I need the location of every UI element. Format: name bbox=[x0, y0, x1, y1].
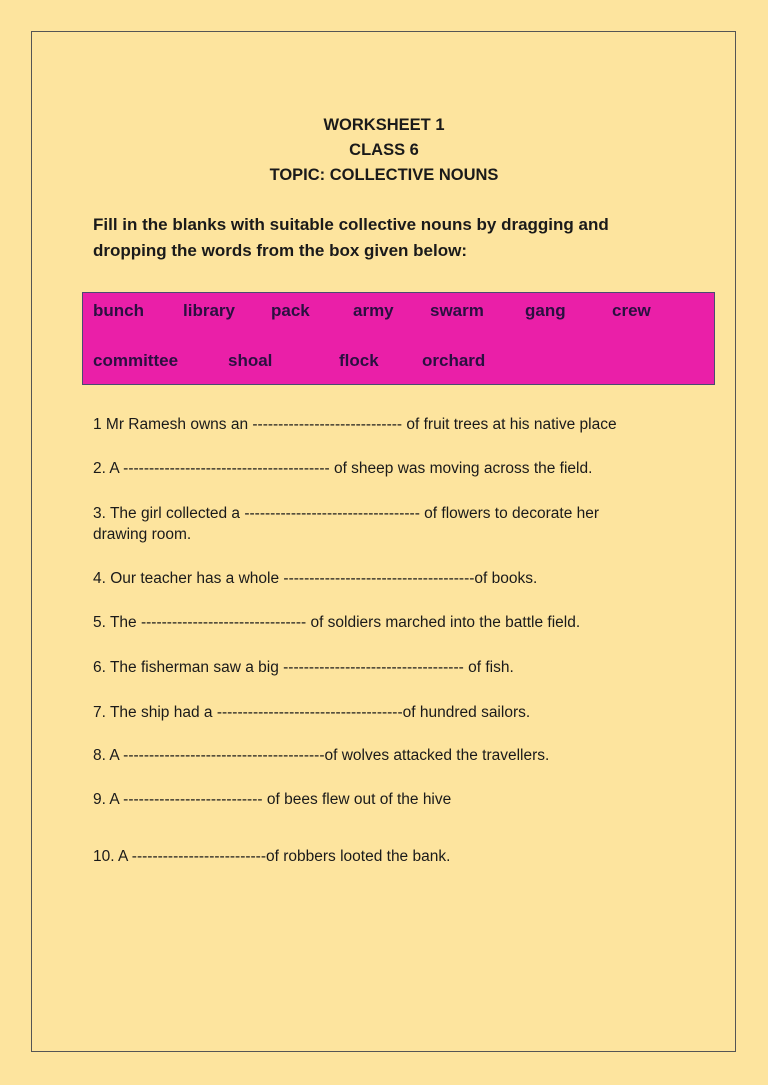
word-bank bbox=[82, 292, 715, 385]
blank-2[interactable]: ---------------------------------------- bbox=[123, 460, 330, 477]
word-army[interactable]: army bbox=[353, 301, 394, 320]
question-9: 9. A --------------------------- of bees flew out of the hive bbox=[93, 791, 452, 808]
question-5: 5. The -------------------------------- of soldiers marched into the battle field. bbox=[93, 614, 581, 631]
question-3: 3. The girl collected a ---------------------------------- of flowers to decorate her drawing room. bbox=[93, 505, 600, 543]
blank-3[interactable]: ---------------------------------- bbox=[244, 505, 420, 522]
word-shoal[interactable]: shoal bbox=[228, 351, 273, 370]
word-orchard[interactable]: orchard bbox=[422, 351, 486, 370]
question-1: 1 Mr Ramesh owns an ----------------------------- of fruit trees at his native place bbox=[93, 416, 617, 433]
blank-4[interactable]: ------------------------------------- bbox=[283, 570, 475, 587]
blank-7[interactable]: ------------------------------------ bbox=[216, 704, 403, 721]
class-label: CLASS 6 bbox=[349, 141, 419, 159]
question-2: 2. A ---------------------------------------- of sheep was moving across the field. bbox=[93, 460, 593, 477]
word-library[interactable]: library bbox=[183, 301, 235, 320]
blank-1[interactable]: ----------------------------- bbox=[252, 416, 403, 433]
blank-10[interactable]: -------------------------- bbox=[131, 848, 266, 865]
instructions-text: Fill in the blanks with suitable collective nouns by dragging and dropping the words from the box given below: bbox=[93, 215, 609, 260]
worksheet-title: WORKSHEET 1 bbox=[323, 116, 445, 134]
blank-8[interactable]: --------------------------------------- bbox=[123, 747, 325, 764]
question-6: 6. The fisherman saw a big ----------------------------------- of fish. bbox=[93, 659, 514, 676]
word-swarm[interactable]: swarm bbox=[430, 301, 484, 320]
blank-5[interactable]: -------------------------------- bbox=[140, 614, 307, 631]
word-committee[interactable]: committee bbox=[93, 351, 179, 370]
word-flock[interactable]: flock bbox=[339, 351, 379, 370]
word-pack[interactable]: pack bbox=[271, 301, 310, 320]
question-8: 8. A ---------------------------------------of wolves attacked the travellers. bbox=[93, 747, 550, 764]
worksheet-header bbox=[0, 113, 768, 188]
topic-label: TOPIC: COLLECTIVE NOUNS bbox=[269, 166, 499, 184]
blank-6[interactable]: ----------------------------------- bbox=[283, 659, 464, 676]
question-10: 10. A --------------------------of robbers looted the bank. bbox=[93, 848, 451, 865]
blank-9[interactable]: --------------------------- bbox=[123, 791, 263, 808]
word-bunch[interactable]: bunch bbox=[93, 301, 144, 320]
word-crew[interactable]: crew bbox=[612, 301, 651, 320]
question-7: 7. The ship had a ------------------------------------of hundred sailors. bbox=[93, 704, 531, 721]
word-gang[interactable]: gang bbox=[525, 301, 566, 320]
question-4: 4. Our teacher has a whole -------------------------------------of books. bbox=[93, 570, 538, 587]
